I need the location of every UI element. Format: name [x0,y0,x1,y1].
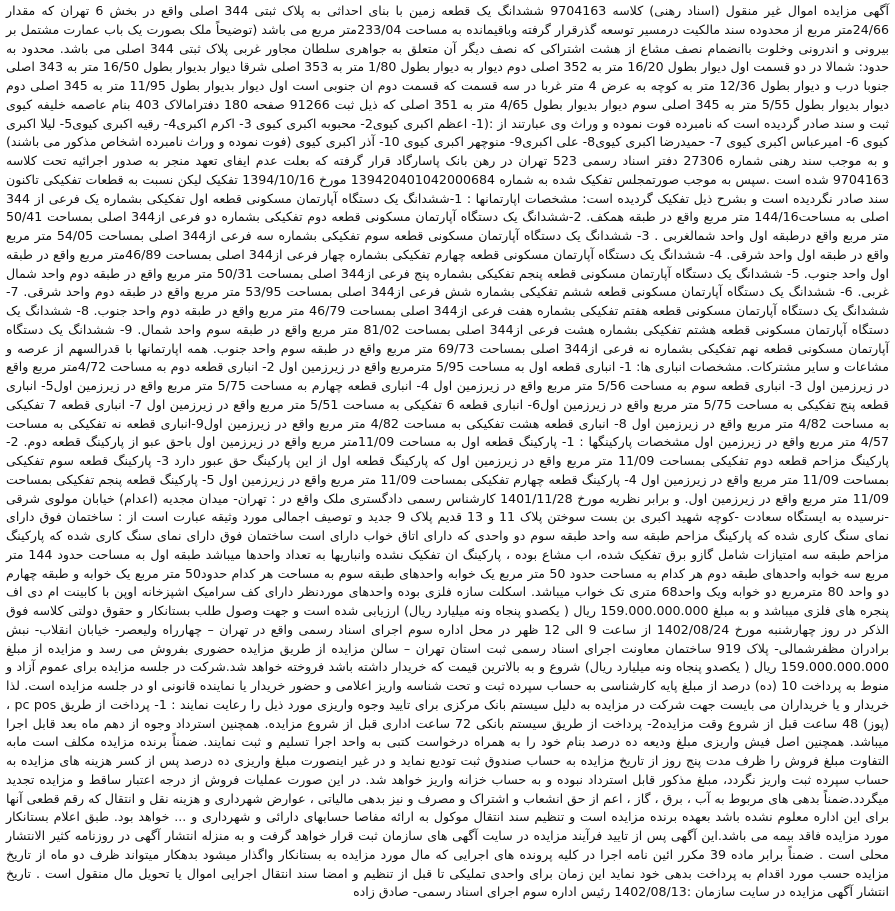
auction-notice-text: آگهی مزایده اموال غیر منقول (اسناد رهنی) کلاسه 9704163 ششدانگ یک قطعه زمین با بنای احداثی به پلاک ثبتی 344 اصلی واقع در بخش 6 تهران که مقدار 24/66متر مربع از محدوده سند مالکیت درمسیر توسعه گذرقرار گرفته وباقیمانده به مساحت 233/04متر مربع می باشد (توضیحاً ملک بصورت یک باب عمارت مشتمل بر بیرونی و اندرونی وخلوت باانضمام نصف مشاع از هشت اشتراکی که نصف دیگر آن متعلق به جواهری سلطان مجاور غربی پلاک ثبتی 344 اصلی می باشد. محدود به حدود: شمالا در دو قسمت اول دیوار بطول 16/20 متر به 352 اصلی دوم دیوار به دیوار بطول 1/80 متر به 353 اصلی شرقا دیوار بدیوار بطول 16/50 متر به 343 اصلی جنوبا درب و دیوار بطول 12/36 متر به کوچه به عرض 4 متر غربا در سه قسمت که قسمت دوم ان جنوبی است اول دیوار بدیوار بطول 11/95 متر به 345 اصلی دوم دیوار بدیوار بطول 5/55 متر به 345 اصلی سوم دیوار بدیوار بطول 4/65 متر به 351 اصلی که ذیل ثبت 91266 صفحه 180 دفترامالاک 403 بنام عاصمه خلیفه کیوی ثبت و سند صادر گردیده است که نامبرده فوت نموده و وراث وی عبارتند از :(1- اعظم اکبری کیوی2- محبوبه اکبری کیوی 3- اکرم اکبری4- رقیه اکبری کیوی5- لیلا اکبری کیوی 6- امیرعباس اکبری کیوی 7- حمیدرضا اکبری کیوی8- علی اکبری9- منوچهر اکبری کیوی 10- آذر اکبری کیوی (فوت نموده و وراث نامبرده اشخاص مذکور می باشند) و به موجب سند رهنی شماره 27306 دفتر اسناد رسمی 523 تهران در رهن بانک پاسارگاد قرار گرفته که بعلت عدم ایفای تعهد منجر به صدور اجرائیه تحت کلاسه 9704163 شده است .سپس به موجب صورتمجلس تفکیک شده به شماره 139420401042000684 مورخ 1394/10/16 تفکیک لیکن نسبت به قطعات تفکیکی تاکنون سند صادر نگردیده است و بشرح ذیل تفکیک گردیده است: مشخصات اپارتمانها : 1-ششدانگ یک دستگاه آپارتمان مسکونی قطعه اول تفکیکی بشماره یک فرعی از 344 اصلی به مساحت144/16 متر مربع واقع در طبقه همکف. 2-ششدانگ یک دستگاه آپارتمان مسکونی قطعه دوم تفکیکی بشماره دو فرعی از344 اصلی بمساحت 50/41 متر مربع واقع درطبقه اول واحد شمالغربی . 3- ششدانگ یک دستگاه آپارتمان مسکونی قطعه سوم تفکیکی بشماره سه فرعی از344 اصلی بمساحت 54/05 متر مربع واقع در طبقه اول واحد شرقی. 4- ششدانگ یک دستگاه آپارتمان مسکونی قطعه چهارم تفکیکی بشماره چهار فرعی از344 اصلی بمساحت 46/89متر مربع واقع در طبقه اول واحد جنوب. 5- ششدانگ یک دستگاه آپارتمان مسکونی قطعه پنجم تفکیکی بشماره پنج فرعی از344 اصلی بمساحت 50/31 متر مربع واقع در طبقه دوم واحد شمال غربی. 6- ششدانگ یک دستگاه آپارتمان مسکونی قطعه ششم تفکیکی بشماره شش فرعی از344 اصلی بمساحت 53/95 متر مربع واقع در طبقه دوم واحد شرقی. 7- ششدانگ یک دستگاه آپارتمان مسکونی قطعه هفتم تفکیکی بشماره هفت فرعی از344 اصلی بمساحت 46/79 متر مربع واقع در طبقه دوم واحد جنوب. 8- ششدانگ یک دستگاه آپارتمان مسکونی قطعه هشتم تفکیکی بشماره هشت فرعی از344 اصلی بمساحت 81/02 متر مربع واقع در طبقه سوم واحد شمال. 9- ششدانگ یک دستگاه آپارتمان مسکونی قطعه نهم تفکیکی بشماره نه فرعی از344 اصلی بمساحت 69/73 متر مربع واقع در طبقه سوم واحد جنوب. همه اپارتمانها با قدرالسهم از عرصه و مشاعات و سایر مشترکات. مشخصات انباری ها: 1- انباری قطعه اول به مساحت 5/95 مترمربع واقع در زیرزمین اول 2- انباری قطعه دوم به مساحت 4/72متر مربع واقع در زیرزمین اول 3- انباری قطعه سوم به مساحت 5/56 متر مربع واقع در زیرزمین اول 4- انباری قطعه چهارم به مساحت 5/75 متر مربع واقع در زیرزمین اول5- انباری قطعه پنج تفکیکی به مساحت 5/75 متر مربع واقع در زیرزمین اول6- انباری قطعه 6 تفکیکی به مساحت 5/51 متر مربع واقع در زیرزمین اول 7- انباری قطعه 7 تفکیکی به مساحت 4/82 متر مربع واقع در زیرزمین اول 8- انباری قطعه هشت تفکیکی به مساحت 4/82 متر مربع واقع در زیرزمین اول9-انباری قطعه نه تفکیکی به مساحت 4/57 متر مربع واقع در زیرزمین اول مشخصات پارکینگها : 1- پارکینگ قطعه اول به مساحت 11/09متر مربع واقع در زیرزمین اول باحق عبو از پارکینگ قطعه دوم. 2- پارکینگ مزاحم قطعه دوم تفکیکی بمساحت 11/09 متر مربع واقع در زیرزمین اول که پارکینگ قطعه اول از این پارکینگ حق عبور دارد 3- پارکینگ قطعه سوم تفکیکی بمساحت 11/09 متر مربع واقع در زیرزمین اول 4- پارکینگ قطعه چهارم تفکیکی بمساحت 11/09 متر مربع واقع در زیرزمین اول 5- پارکینگ قطعه پنجم تفکیکی بمساحت 11/09 متر مربع واقع در زیرزمین اول. و برابر نظریه مورخ 1401/11/28 کارشناس رسمی دادگستری ملک واقع در : تهران- میدان مجدیه (اعدام) خیابان مولوی شرقی -نرسیده به ایستگاه سعادت -کوچه شهید اکبری بن بست سوختن پلاک 11 و 13 قدیم پلاک 9 جدید و توصیف اجمالی مورد وثیقه عبارت است از : ساختمان فوق دارای نمای سنگ کاری شده که پارکینگ مزاحم طبقه سه واحد طبقه سوم دو واحدی که دارای اتاق خواب دارای است ساختمان فوق دارای نمای سنگ کاری شده که پارکینگ مزاحم طبقه سه امتیازات شامل گازو برق تفکیک شده، اب مشاع بوده ، پارکینگ ان تفکیک نشده وانباریها به تعداد واحدها میباشد طبقه اول به مساحت حدود 144 متر مربع سه خوابه واحدهای طبقه دوم هر کدام به مساحت حدود 50 متر مربع یک خوابه واحدهای طبقه سوم به مساحت هر کدام حدود50 متر مربع یک خوابه و طبقه چهارم دو واحد 80 مترمربع دو خوابه ویک واحد68 متری تک خواب میباشد. اسکلت سازه فلزی بوده واحدهای موردنظر دارای کف سرامیک اشپزخانه اوپن با کابینت ام دی اف پنجره های فلزی میباشد و به مبلغ 159.000.000.000 ریال ( یکصدو پنجاه ونه میلیارد ریال) ارزیابی شده است و جهت وصول طلب بستانکار و حقوق دولتی کلاسه فوق الذکر در روز چهارشنبه مورخ 1402/08/24 از ساعت 9 الی 12 ظهر در محل اداره سوم اجرای اسناد رسمی واقع در تهران – چهارراه ولیعصر- خیابان انقلاب- نبش برادران مظفرشمالی- پلاک 919 ساختمان معاونت اجرای اسناد رسمی ثبت استان تهران – سالن مزایده از طریق مزایده حضوری بفروش می رسد و مزایده از مبلغ 159.000.000.000 ریال ( یکصدو پنجاه ونه میلیارد ریال) شروع و به بالاترین قیمت که خریدار داشته باشد فروخته خواهد شد.شرکت در جلسه مزایده برای عموم آزاد و منوط به پرداخت 10 (ده) درصد از مبلغ پایه کارشناسی به حساب سپرده ثبت و تحت شناسه واریز اعلامی و حضور خریدار یا نماینده قانونی او در جلسه مزایده است. لذا خریدار و یا خریداران می بایست جهت شرکت در مزایده به دلیل سیستم بانک مرکزی برای تایید وجوه واریزی مورد ذیل را رعایت نمایند : 1- پرداخت از طریق pc pos ، (پوز) 48 ساعت قبل از شروع وقت مزایده2- پرداخت از طریق سیستم بانکی 72 ساعت اداری قبل از شروع مزایده. همچنین استرداد وجوه از دهم ماه بعد قابل اجرا میباشد. همچنین اصل فیش واریزی مبلغ ودیعه ده درصد بنام خود را به همراه درخواست کتبی به واحد اجرا تسلیم و ثبت نمایند. ضمناً برنده مزایده مکلف است مابه التفاوت مبلغ فروش را ظرف مدت پنج روز از تاریخ مزایده به حساب صندوق ثبت تودیع نماید و در غیر اینصورت مبلغ واریزی ده درصد پس از کسر هزینه های مزایده به حساب سپرده ثبت واریز نگردد، مبلغ مذکور قابل استرداد نبوده و به حساب خزانه واریز خواهد شد. در این صورت عملیات فروش از درجه اعتبار ساقط و مزایده تجدید میگردد.ضمناً بدهی های مربوط به آب ، برق ، گاز ، اعم از حق انشعاب و اشتراک و مصرف و نیز بدهی مالیاتی ، عوارض شهرداری و هزینه نقل و انتقال که رقم قطعی آنها برای این اداره معلوم نشده باشد بعهده برنده مزایده است و تنظیم سند انتقال موکول به ارائه مفاصا حسابهای دارائی و شهرداری و ... خواهد بود. طبق اعلام بستانکار مورد مزایده فاقد بیمه می باشد.این آگهی پس از تایید فرآیند مزایده در سایت آگهی های سازمان ثبت قرار خواهد گرفت و به منزله انتشار آگهی در روزنامه کثیر الانتشار محلی است . ضمناً برابر ماده 39 مکرر ائین نامه اجرا در کلیه پرونده های اجرایی که مال مورد مزایده به بستانکار واگذار میشود بدهکار میتواند ظرف دو ماه از تاریخ مزایده حسب مورد اقدام به پرداخت بدهی خود نماید این زمان برای واحدی تملیکی تا قبل از تنظیم و امضا سند انتقال اجرایی اموال یا تحویل مال منقول است . تاریخ انتشار آگهی مزایده در سایت سازمان :1402/08/13 رئیس اداره سوم اجرای اسناد رسمی- صادق زاده [6,3,890,900]
